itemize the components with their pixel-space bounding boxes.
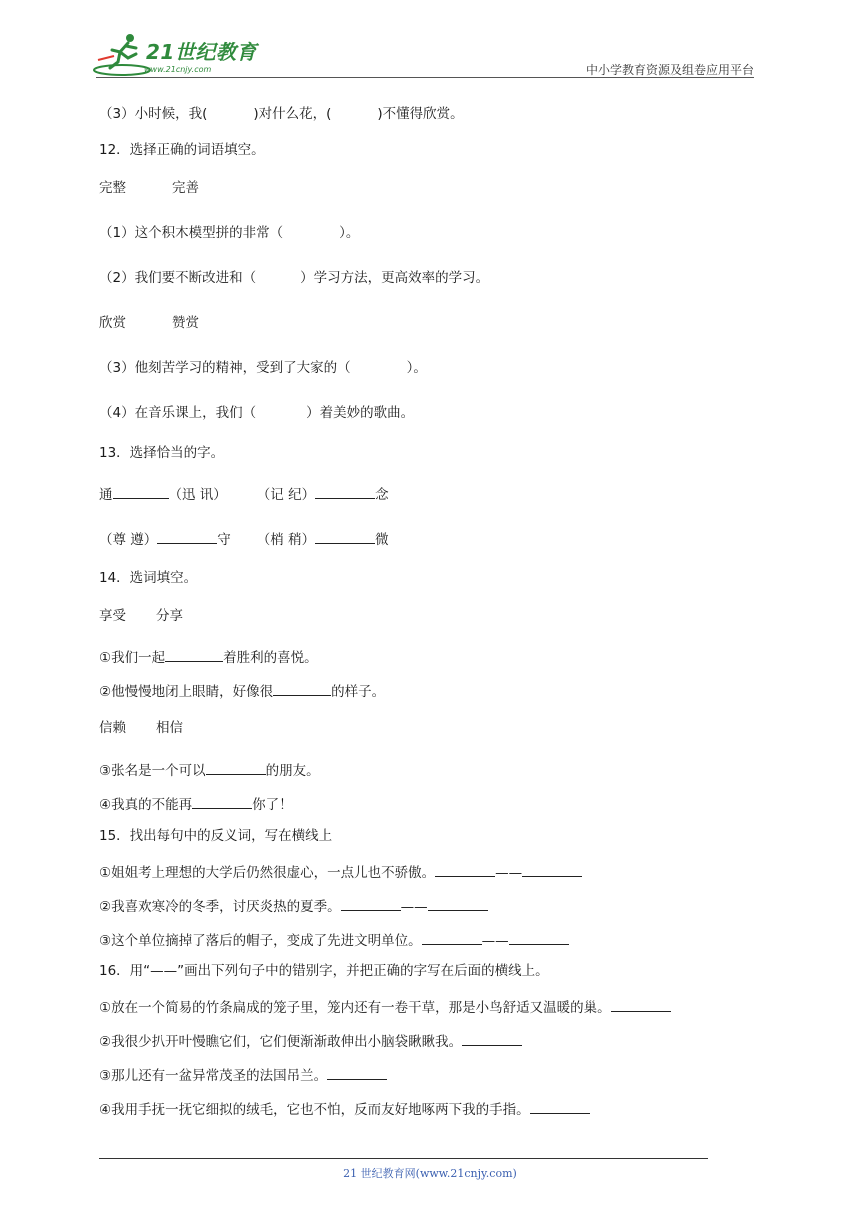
q16-item-3: ③那儿还有一盆异常茂圣的法国吊兰。 (99, 1065, 387, 1085)
logo-text: 21世纪教育 (146, 40, 257, 64)
q14-title: 14．选词填空。 (99, 570, 198, 586)
answer-blank[interactable] (530, 1099, 590, 1114)
q16-item-4: ④我用手抚一抚它细拟的绒毛，它也不怕，反而友好地啄两下我的手指。 (99, 1099, 590, 1119)
q15-item-1: ①姐姐考上理想的大学后仍然很虚心，一点儿也不骄傲。 —— (99, 862, 582, 882)
header-divider (96, 77, 754, 78)
q13-item-2: （尊 遵） 守 （梢 稍） 微 (99, 529, 389, 549)
answer-blank[interactable] (206, 760, 266, 775)
answer-blank[interactable] (315, 529, 375, 544)
answer-blank[interactable] (192, 794, 252, 809)
q12-item-4: （4）在音乐课上，我们（ ）着美妙的歌曲。 (99, 405, 415, 421)
q12-word-options-2: 欣赏 赞赏 (99, 315, 199, 331)
answer-blank[interactable] (327, 1065, 387, 1080)
q12-item-3: （3）他刻苦学习的精神，受到了大家的（ ）。 (99, 360, 427, 376)
answer-blank[interactable] (462, 1031, 522, 1046)
page-header (0, 0, 860, 80)
q14-word-options-2: 信赖 相信 (99, 720, 183, 736)
answer-blank[interactable] (435, 862, 495, 877)
logo (92, 30, 262, 78)
footer-text[interactable]: 21 世纪教育网(www.21cnjy.com) (343, 1167, 517, 1180)
q15-title: 15．找出每句中的反义词，写在横线上 (99, 828, 333, 844)
q12-item-2: （2）我们要不断改进和（ ）学习方法，更高效率的学习。 (99, 270, 490, 286)
q16-title: 16．用“——”画出下列句子中的错别字，并把正确的字写在后面的横线上。 (99, 963, 549, 979)
q15-item-3: ③这个单位摘掉了落后的帽子，变成了先进文明单位。 —— (99, 930, 569, 950)
answer-blank[interactable] (611, 997, 671, 1012)
answer-blank[interactable] (509, 930, 569, 945)
runner-logo-icon (92, 30, 152, 76)
q15-item-2: ②我喜欢寒冷的冬季，讨厌炎热的夏季。 —— (99, 896, 488, 916)
platform-title: 中小学教育资源及组卷应用平台 (585, 63, 754, 77)
q12-word-options-1: 完整 完善 (99, 180, 199, 196)
q16-item-2: ②我很少扒开叶慢瞧它们，它们便渐渐敢伸出小脑袋瞅瞅我。 (99, 1031, 522, 1051)
q13-title: 13．选择恰当的字。 (99, 445, 225, 461)
q13-item-1: 通 （迅 讯） （记 纪） 念 (99, 484, 389, 504)
q14-item-1: ①我们一起 着胜利的喜悦。 (99, 647, 318, 667)
answer-blank[interactable] (428, 896, 488, 911)
answer-blank[interactable] (165, 647, 223, 662)
footer-divider (99, 1158, 708, 1159)
q11-item-3: （3）小时候，我( )对什么花，( )不懂得欣赏。 (99, 106, 464, 122)
answer-blank[interactable] (157, 529, 217, 544)
q14-item-3: ③张名是一个可以 的朋友。 (99, 760, 320, 780)
q14-item-4: ④我真的不能再 你了！ (99, 794, 293, 814)
answer-blank[interactable] (422, 930, 482, 945)
q14-word-options-1: 享受 分享 (99, 608, 183, 624)
logo-url: www.21cnjy.com (144, 65, 212, 74)
q16-item-1: ①放在一个简易的竹条扁成的笼子里，笼内还有一卷干草，那是小鸟舒适又温暖的巢。 (99, 997, 671, 1017)
answer-blank[interactable] (113, 484, 169, 499)
q14-item-2: ②他慢慢地闭上眼睛，好像很 的样子。 (99, 681, 385, 701)
answer-blank[interactable] (341, 896, 401, 911)
answer-blank[interactable] (315, 484, 375, 499)
answer-blank[interactable] (273, 681, 331, 696)
q12-item-1: （1）这个积木模型拼的非常（ ）。 (99, 225, 360, 241)
answer-blank[interactable] (522, 862, 582, 877)
q12-title: 12．选择正确的词语填空。 (99, 142, 265, 158)
